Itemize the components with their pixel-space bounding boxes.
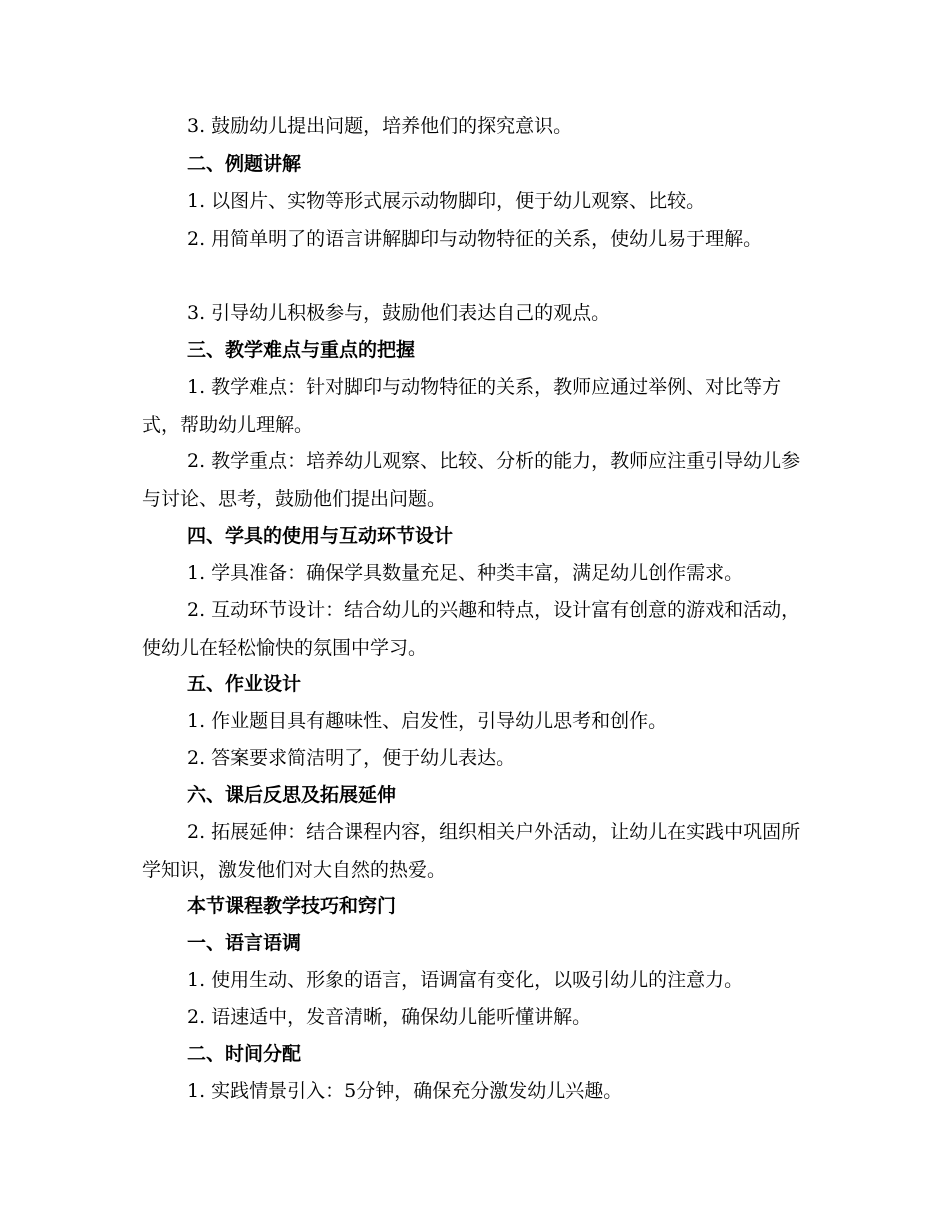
list-item: 1. 实践情景引入：5分钟，确保充分激发幼儿兴趣。: [187, 1080, 623, 1102]
list-item: 3. 引导幼儿积极参与，鼓励他们表达自己的观点。: [187, 302, 611, 324]
section-heading: 三、教学难点与重点的把握: [187, 339, 416, 361]
section-heading: 四、学具的使用与互动环节设计: [187, 525, 454, 547]
list-item: 2. 拓展延伸：结合课程内容，组织相关户外活动，让幼儿在实践中巩固所学知识，激发他们对大自然的热爱。: [142, 821, 801, 881]
list-item: 1. 作业题目具有趣味性、启发性，引导幼儿思考和创作。: [187, 710, 668, 732]
list-item: 1. 学具准备：确保学具数量充足、种类丰富，满足幼儿创作需求。: [187, 562, 744, 584]
list-item: 3. 鼓励幼儿提出问题，培养他们的探究意识。: [187, 115, 573, 137]
section-heading: 五、作业设计: [187, 673, 302, 695]
section-heading: 六、课后反思及拓展延伸: [187, 784, 397, 806]
section-heading: 二、例题讲解: [187, 153, 302, 175]
section-heading: 本节课程教学技巧和窍门: [187, 895, 397, 917]
list-item: 2. 答案要求简洁明了，便于幼儿表达。: [187, 747, 516, 769]
list-item: 2. 用简单明了的语言讲解脚印与动物特征的关系，使幼儿易于理解。: [187, 228, 763, 250]
list-item: 2. 互动环节设计：结合幼儿的兴趣和特点，设计富有创意的游戏和活动，使幼儿在轻松愉快的氛围中学习。: [142, 599, 801, 659]
list-item: 2. 教学重点：培养幼儿观察、比较、分析的能力，教师应注重引导幼儿参与讨论、思考，鼓励他们提出问题。: [142, 450, 801, 510]
list-item: 1. 使用生动、形象的语言，语调富有变化，以吸引幼儿的注意力。: [187, 969, 744, 991]
list-item: 1. 教学难点：针对脚印与动物特征的关系，教师应通过举例、对比等方式，帮助幼儿理解。: [142, 376, 782, 436]
section-heading: 二、时间分配: [187, 1043, 302, 1065]
list-item: 2. 语速适中，发音清晰，确保幼儿能听懂讲解。: [187, 1006, 592, 1028]
section-heading: 一、语言语调: [187, 932, 302, 954]
list-item: 1. 以图片、实物等形式展示动物脚印，便于幼儿观察、比较。: [187, 190, 706, 212]
